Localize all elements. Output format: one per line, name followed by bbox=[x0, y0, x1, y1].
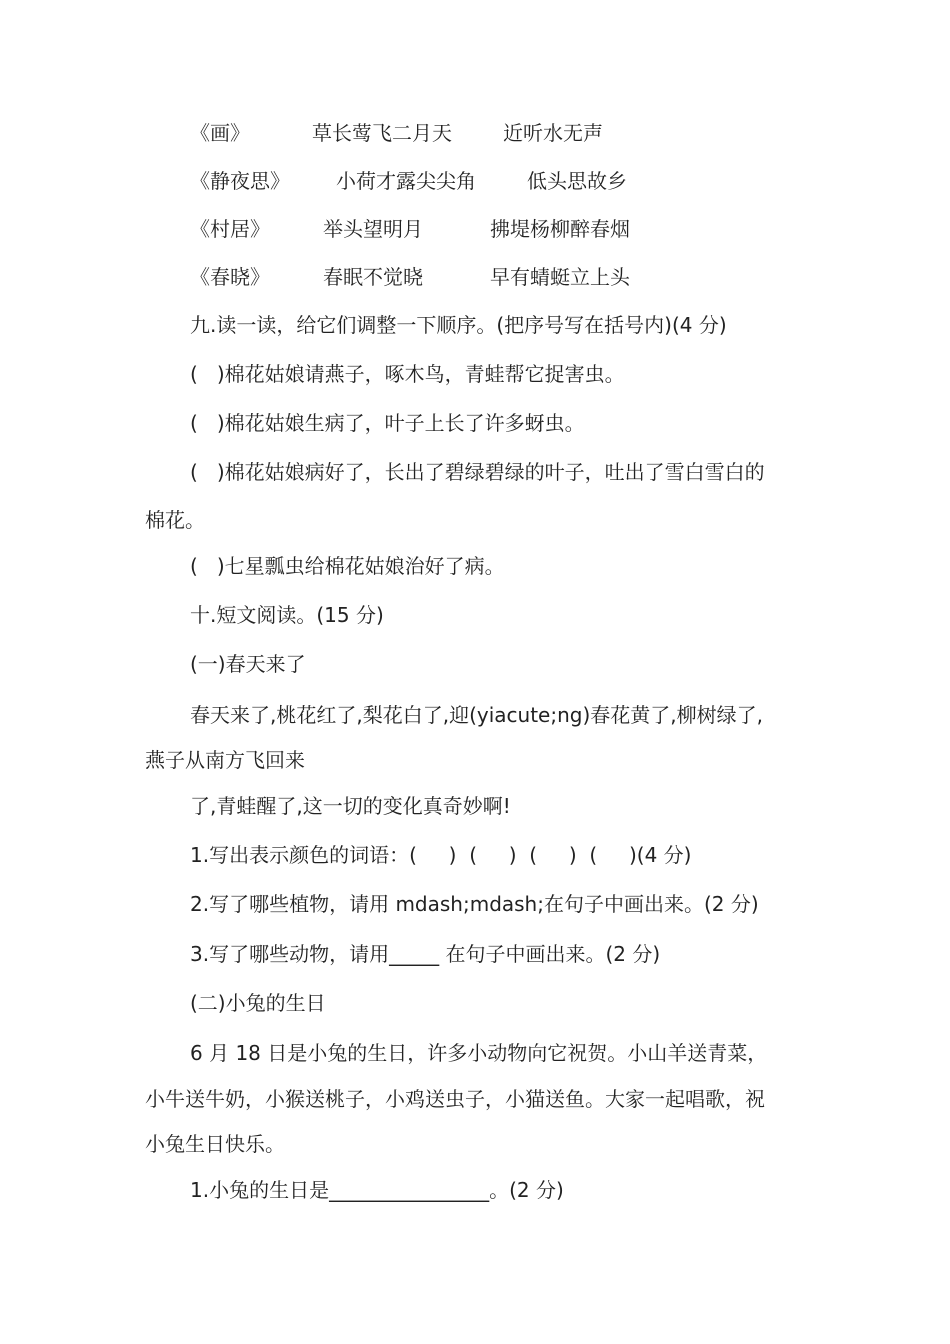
poem-line: 低头思故乡 bbox=[527, 169, 627, 193]
passage-title: (二)小兔的生日 bbox=[190, 991, 326, 1015]
question-heading: 九.读一读，给它们调整一下顺序。(把序号写在括号内)(4 分) bbox=[190, 313, 727, 337]
comprehension-question: 1.写出表示颜色的词语：( ) ( ) ( ) ( )(4 分) bbox=[190, 843, 692, 867]
ordering-item: ( )棉花姑娘请燕子，啄木鸟，青蛙帮它捉害虫。 bbox=[190, 362, 625, 386]
poem-line: 小荷才露尖尖角 bbox=[336, 169, 476, 193]
poem-title: 《静夜思》 bbox=[190, 169, 290, 193]
poem-title: 《村居》 bbox=[190, 217, 270, 241]
passage-text: 春天来了,桃花红了,梨花白了,迎(yiacute;ng)春花黄了,柳树绿了, bbox=[190, 703, 763, 727]
poem-title: 《春晓》 bbox=[190, 265, 270, 289]
passage-text: 小兔生日快乐。 bbox=[145, 1132, 285, 1156]
passage-text: 6 月 18 日是小兔的生日，许多小动物向它祝贺。小山羊送青菜， bbox=[190, 1041, 768, 1065]
comprehension-question: 1.小兔的生日是________________。(2 分) bbox=[190, 1178, 564, 1202]
poem-line: 近听水无声 bbox=[503, 121, 603, 145]
ordering-item: ( )棉花姑娘生病了，叶子上长了许多蚜虫。 bbox=[190, 411, 585, 435]
passage-title: (一)春天来了 bbox=[190, 652, 306, 676]
poem-line: 早有蜻蜓立上头 bbox=[490, 265, 630, 289]
poem-line: 春眠不觉晓 bbox=[323, 265, 423, 289]
ordering-item-continuation: 棉花。 bbox=[145, 508, 205, 532]
ordering-item: ( )棉花姑娘病好了，长出了碧绿碧绿的叶子，吐出了雪白雪白的 bbox=[190, 460, 765, 484]
poem-line: 拂堤杨柳醉春烟 bbox=[490, 217, 630, 241]
comprehension-question: 2.写了哪些植物，请用 mdash;mdash;在句子中画出来。(2 分) bbox=[190, 892, 759, 916]
comprehension-question: 3.写了哪些动物，请用_____ 在句子中画出来。(2 分) bbox=[190, 942, 661, 966]
poem-line: 草长莺飞二月天 bbox=[312, 121, 452, 145]
ordering-item: ( )七星瓢虫给棉花姑娘治好了病。 bbox=[190, 554, 505, 578]
poem-line: 举头望明月 bbox=[323, 217, 423, 241]
passage-text: 燕子从南方飞回来 bbox=[145, 748, 305, 772]
question-heading: 十.短文阅读。(15 分) bbox=[190, 603, 384, 627]
passage-text: 了,青蛙醒了,这一切的变化真奇妙啊! bbox=[190, 794, 511, 818]
passage-text: 小牛送牛奶，小猴送桃子，小鸡送虫子，小猫送鱼。大家一起唱歌，祝 bbox=[145, 1087, 765, 1111]
poem-title: 《画》 bbox=[190, 121, 250, 145]
